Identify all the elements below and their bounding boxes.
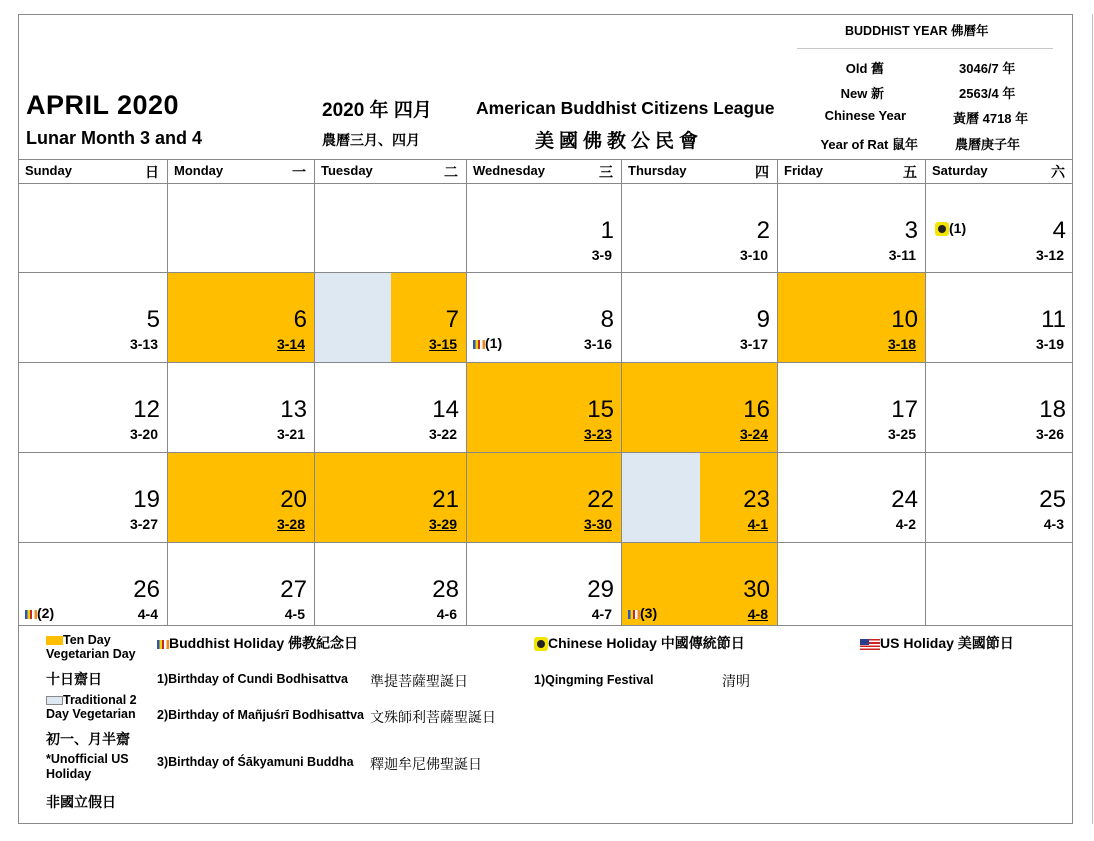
weekday-name: Thursday [628,163,687,178]
chinese-holiday-icon [534,637,548,651]
grid-row-line [18,452,1073,453]
grid-row-line [18,183,1073,184]
day-number[interactable]: 19 [133,486,160,513]
lunar-date: 4-8 [747,606,768,622]
weekday-header [167,159,314,183]
buddhist-holiday-marker [473,335,502,351]
weekday-name: Friday [784,163,824,178]
buddhist-flag-icon [25,610,37,619]
weekday-header [621,159,777,183]
lunar-date: 3-17 [739,336,768,352]
lunar-date: 3-16 [583,336,612,352]
lunar-date: 3-27 [129,516,158,532]
lunar-date: 3-29 [428,516,457,532]
old-year-label: Old 舊 [845,61,884,76]
day-number[interactable]: 23 [743,486,770,513]
day-number[interactable]: 20 [280,486,307,513]
weekday-header [925,159,1073,183]
legend-two-day-cn: 初一、月半齋 [46,731,130,747]
us-flag-icon [860,639,880,650]
chinese-year-value: 黃曆 4718 年 [953,111,1029,126]
day-number[interactable]: 11 [1041,306,1066,333]
buddhist-year-title: BUDDHIST YEAR 佛曆年 [845,24,989,38]
day-number[interactable]: 14 [432,396,459,423]
buddhist-year-divider [797,48,1053,49]
legend-buddhist-title: Buddhist Holiday 佛教紀念日 [169,635,358,651]
lunar-date: 4-6 [436,606,457,622]
lunar-date: 3-25 [887,426,916,442]
yellow-swatch [46,636,63,645]
lunar-date: 4-7 [591,606,612,622]
lunar-date: 3-21 [276,426,305,442]
day-number[interactable]: 24 [891,486,918,513]
lunar-date: 3-14 [276,336,305,352]
grid-bottom-line [18,625,1073,626]
day-number[interactable]: 12 [133,396,160,423]
buddhist-item-3: 3)Birthday of Śākyamuni Buddha [157,755,354,769]
weekday-header [18,159,167,183]
legend-us-holiday [860,633,1014,653]
lunar-date: 3-15 [428,336,457,352]
grid-column-line [167,159,168,626]
weekday-name-cn: 六 [1051,164,1065,180]
buddhist-item-3-cn: 釋迦牟尼佛聖誕日 [370,756,482,772]
weekday-header [314,159,466,183]
day-number[interactable]: 25 [1039,486,1066,513]
chinese-item-1-cn: 清明 [722,673,750,689]
page-edge-line [1092,14,1093,824]
chinese-month-title: 2020 年 四月 [322,100,432,121]
day-number[interactable]: 27 [280,576,307,603]
legend-buddhist-holiday [157,633,358,653]
legend-ten-day-label: Ten Day Vegetarian Day [46,633,136,661]
legend-unofficial: *Unofficial US Holiday [46,752,129,781]
buddhist-item-2-cn: 文殊師利菩薩聖誕日 [370,709,496,725]
weekday-name: Tuesday [321,163,373,178]
lunar-date: 3-9 [591,247,612,263]
new-year-value: 2563/4 年 [959,86,1016,101]
weekday-name-cn: 三 [599,164,613,180]
weekday-header [466,159,621,183]
day-number[interactable]: 1 [600,217,614,244]
zodiac-year-value: 農曆庚子年 [955,137,1021,152]
chinese-item-1: 1)Qingming Festival [534,673,654,687]
lunar-title: Lunar Month 3 and 4 [26,128,203,148]
lunar-date: 3-22 [428,426,457,442]
day-number[interactable]: 18 [1039,396,1066,423]
day-number[interactable]: 22 [587,486,614,513]
day-number[interactable]: 5 [146,306,160,333]
organization-name-cn: 美國佛教公民會 [535,131,704,152]
lunar-date: 4-2 [895,516,916,532]
blue-swatch [46,696,63,705]
legend-two-day [46,693,146,721]
buddhist-flag-icon [157,640,169,649]
grid-column-line [466,159,467,626]
lunar-date: 3-26 [1035,426,1064,442]
day-number[interactable]: 2 [756,217,770,244]
day-number[interactable]: 3 [904,217,918,244]
legend-two-day-label: Traditional 2 Day Vegetarian [46,693,137,721]
day-number[interactable]: 4 [1052,217,1066,244]
lunar-date: 4-4 [137,606,158,622]
grid-column-line [621,159,622,626]
weekday-name-cn: 一 [292,164,306,180]
day-number[interactable]: 21 [432,486,459,513]
old-year-value: 3046/7 年 [959,61,1016,76]
chinese-lunar-title: 農曆三月、四月 [322,132,420,148]
day-number[interactable]: 8 [600,306,614,333]
grid-row-line [18,542,1073,543]
grid-row-line [18,272,1073,273]
day-number[interactable]: 16 [743,396,770,423]
zodiac-year-label: Year of Rat 鼠年 [820,137,918,152]
day-number[interactable]: 15 [587,396,614,423]
lunar-date: 3-28 [276,516,305,532]
lunar-date: 3-19 [1035,336,1064,352]
legend-chinese-title: Chinese Holiday 中國傳統節日 [548,635,745,651]
weekday-name-cn: 五 [903,164,917,180]
day-number[interactable]: 6 [293,306,307,333]
holiday-marker-text: (3) [640,605,658,621]
lunar-date: 3-24 [739,426,768,442]
legend-ten-day-cn: 十日齋日 [46,671,102,687]
grid-column-line [777,159,778,626]
day-number[interactable]: 7 [445,306,459,333]
day-number[interactable]: 29 [587,576,614,603]
weekday-name-cn: 四 [755,164,769,180]
traditional-day-fill [315,273,391,362]
legend-ten-day [46,633,156,661]
buddhist-item-1-cn: 準提菩薩聖誕日 [370,673,468,689]
holiday-marker-text: (1) [949,220,967,236]
legend-us-title: US Holiday 美國節日 [880,635,1014,651]
lunar-date: 3-11 [888,247,916,263]
buddhist-item-1: 1)Birthday of Cundi Bodhisattva [157,672,348,686]
lunar-date: 3-20 [129,426,158,442]
day-number[interactable]: 17 [891,396,918,423]
chinese-year-label: Chinese Year [824,108,906,123]
weekday-name-cn: 二 [444,164,458,180]
buddhist-flag-icon [473,340,485,349]
day-number[interactable]: 9 [756,306,770,333]
day-number[interactable]: 13 [280,396,307,423]
lunar-date: 4-3 [1043,516,1064,532]
buddhist-item-2: 2)Birthday of Mañjuśrī Bodhisattva [157,708,364,722]
day-number[interactable]: 10 [891,306,918,333]
grid-column-line [925,159,926,626]
lunar-date: 3-10 [739,247,768,263]
day-number[interactable]: 28 [432,576,459,603]
lunar-date: 4-5 [284,606,305,622]
buddhist-flag-icon [628,610,640,619]
lunar-date: 3-30 [583,516,612,532]
weekday-header [777,159,925,183]
day-number[interactable]: 26 [133,576,160,603]
buddhist-holiday-marker [628,605,657,621]
month-title: APRIL 2020 [26,90,180,120]
chinese-holiday-marker [935,220,966,236]
holiday-marker-text: (1) [485,335,503,351]
chinese-holiday-icon [935,222,949,236]
lunar-date: 3-18 [887,336,916,352]
lunar-date: 3-23 [583,426,612,442]
lunar-date: 3-13 [129,336,158,352]
weekday-name: Wednesday [473,163,546,178]
calendar-grid [18,159,1073,626]
lunar-date: 4-1 [747,516,768,532]
holiday-marker-text: (2) [37,605,55,621]
grid-row-line [18,362,1073,363]
legend-unofficial-cn: 非國立假日 [46,794,116,810]
buddhist-holiday-marker [25,605,54,621]
weekday-name: Saturday [932,163,988,178]
traditional-day-fill [622,453,700,542]
weekday-name: Monday [174,163,224,178]
day-number[interactable]: 30 [743,576,770,603]
grid-column-line [314,159,315,626]
lunar-date: 3-12 [1035,247,1064,263]
weekday-name-cn: 日 [145,164,159,180]
organization-name-en: American Buddhist Citizens League [476,98,775,118]
weekday-name: Sunday [25,163,72,178]
new-year-label: New 新 [840,86,884,101]
legend-chinese-holiday [534,633,745,653]
